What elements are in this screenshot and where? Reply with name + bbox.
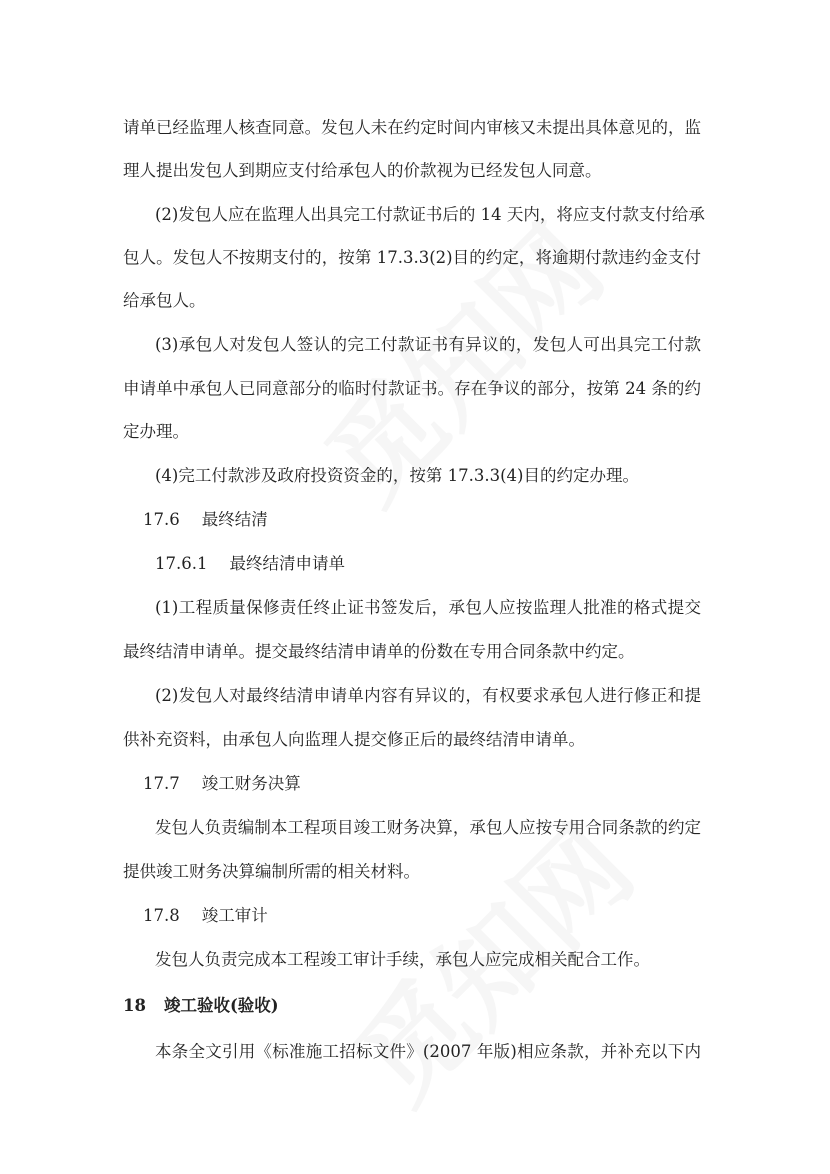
chapter-title: 竣工验收(验收) bbox=[163, 996, 279, 1015]
section-title: 竣工审计 bbox=[201, 906, 268, 925]
paragraph-line: 理人提出发包人到期应支付给承包人的价款视为已经发包人同意。 bbox=[123, 161, 602, 180]
paragraph-line: 最终结清申请单。提交最终结清申请单的份数在专用合同条款中约定。 bbox=[123, 642, 635, 661]
paragraph-line: 提供竣工财务决算编制所需的相关材料。 bbox=[123, 862, 420, 881]
section-heading-17-6-1 bbox=[155, 554, 345, 574]
section-title: 最终结清 bbox=[201, 510, 268, 529]
chapter-number: 18 bbox=[123, 996, 146, 1015]
paragraph-line: (2)发包人应在监理人出具完工付款证书后的 14 天内，将应支付款支付给承 bbox=[155, 205, 705, 224]
section-heading-17-8 bbox=[143, 906, 268, 926]
paragraph-line: 申请单中承包人已同意部分的临时付款证书。存在争议的部分，按第 24 条的约 bbox=[123, 379, 701, 398]
section-heading-17-7 bbox=[143, 774, 301, 794]
paragraph-line: 本条全文引用《标准施工招标文件》(2007 年版)相应条款，并补充以下内 bbox=[155, 1042, 701, 1061]
section-title: 竣工财务决算 bbox=[201, 774, 301, 793]
paragraph-line: (2)发包人对最终结清申请单内容有异议的，有权要求承包人进行修正和提 bbox=[155, 686, 701, 705]
paragraph-line: 请单已经监理人核查同意。发包人未在约定时间内审核又未提出具体意见的，监 bbox=[123, 118, 701, 137]
paragraph-line: 定办理。 bbox=[123, 422, 189, 441]
paragraph-line: 发包人负责完成本工程竣工审计手续，承包人应完成相关配合工作。 bbox=[155, 950, 650, 969]
paragraph-line: (3)承包人对发包人签认的完工付款证书有异议的，发包人可出具完工付款 bbox=[155, 335, 701, 354]
section-number: 17.6 bbox=[143, 510, 180, 529]
paragraph-line: 发包人负责编制本工程项目竣工财务决算，承包人应按专用合同条款的约定 bbox=[155, 818, 701, 837]
section-number: 17.8 bbox=[143, 906, 180, 925]
paragraph-line: (1)工程质量保修责任终止证书签发后，承包人应按监理人批准的格式提交 bbox=[155, 598, 701, 617]
section-number: 17.7 bbox=[143, 774, 180, 793]
section-heading-17-6 bbox=[143, 510, 268, 530]
section-title: 最终结清申请单 bbox=[229, 554, 345, 573]
chapter-heading-18 bbox=[123, 996, 279, 1016]
paragraph-line: 包人。发包人不按期支付的，按第 17.3.3(2)目的约定，将逾期付款违约金支付 bbox=[123, 248, 701, 267]
paragraph-line: 供补充资料，由承包人向监理人提交修正后的最终结清申请单。 bbox=[123, 730, 585, 749]
paragraph-line: (4)完工付款涉及政府投资资金的，按第 17.3.3(4)目的约定办理。 bbox=[155, 466, 639, 485]
section-number: 17.6.1 bbox=[155, 554, 208, 573]
paragraph-line: 给承包人。 bbox=[123, 291, 206, 310]
